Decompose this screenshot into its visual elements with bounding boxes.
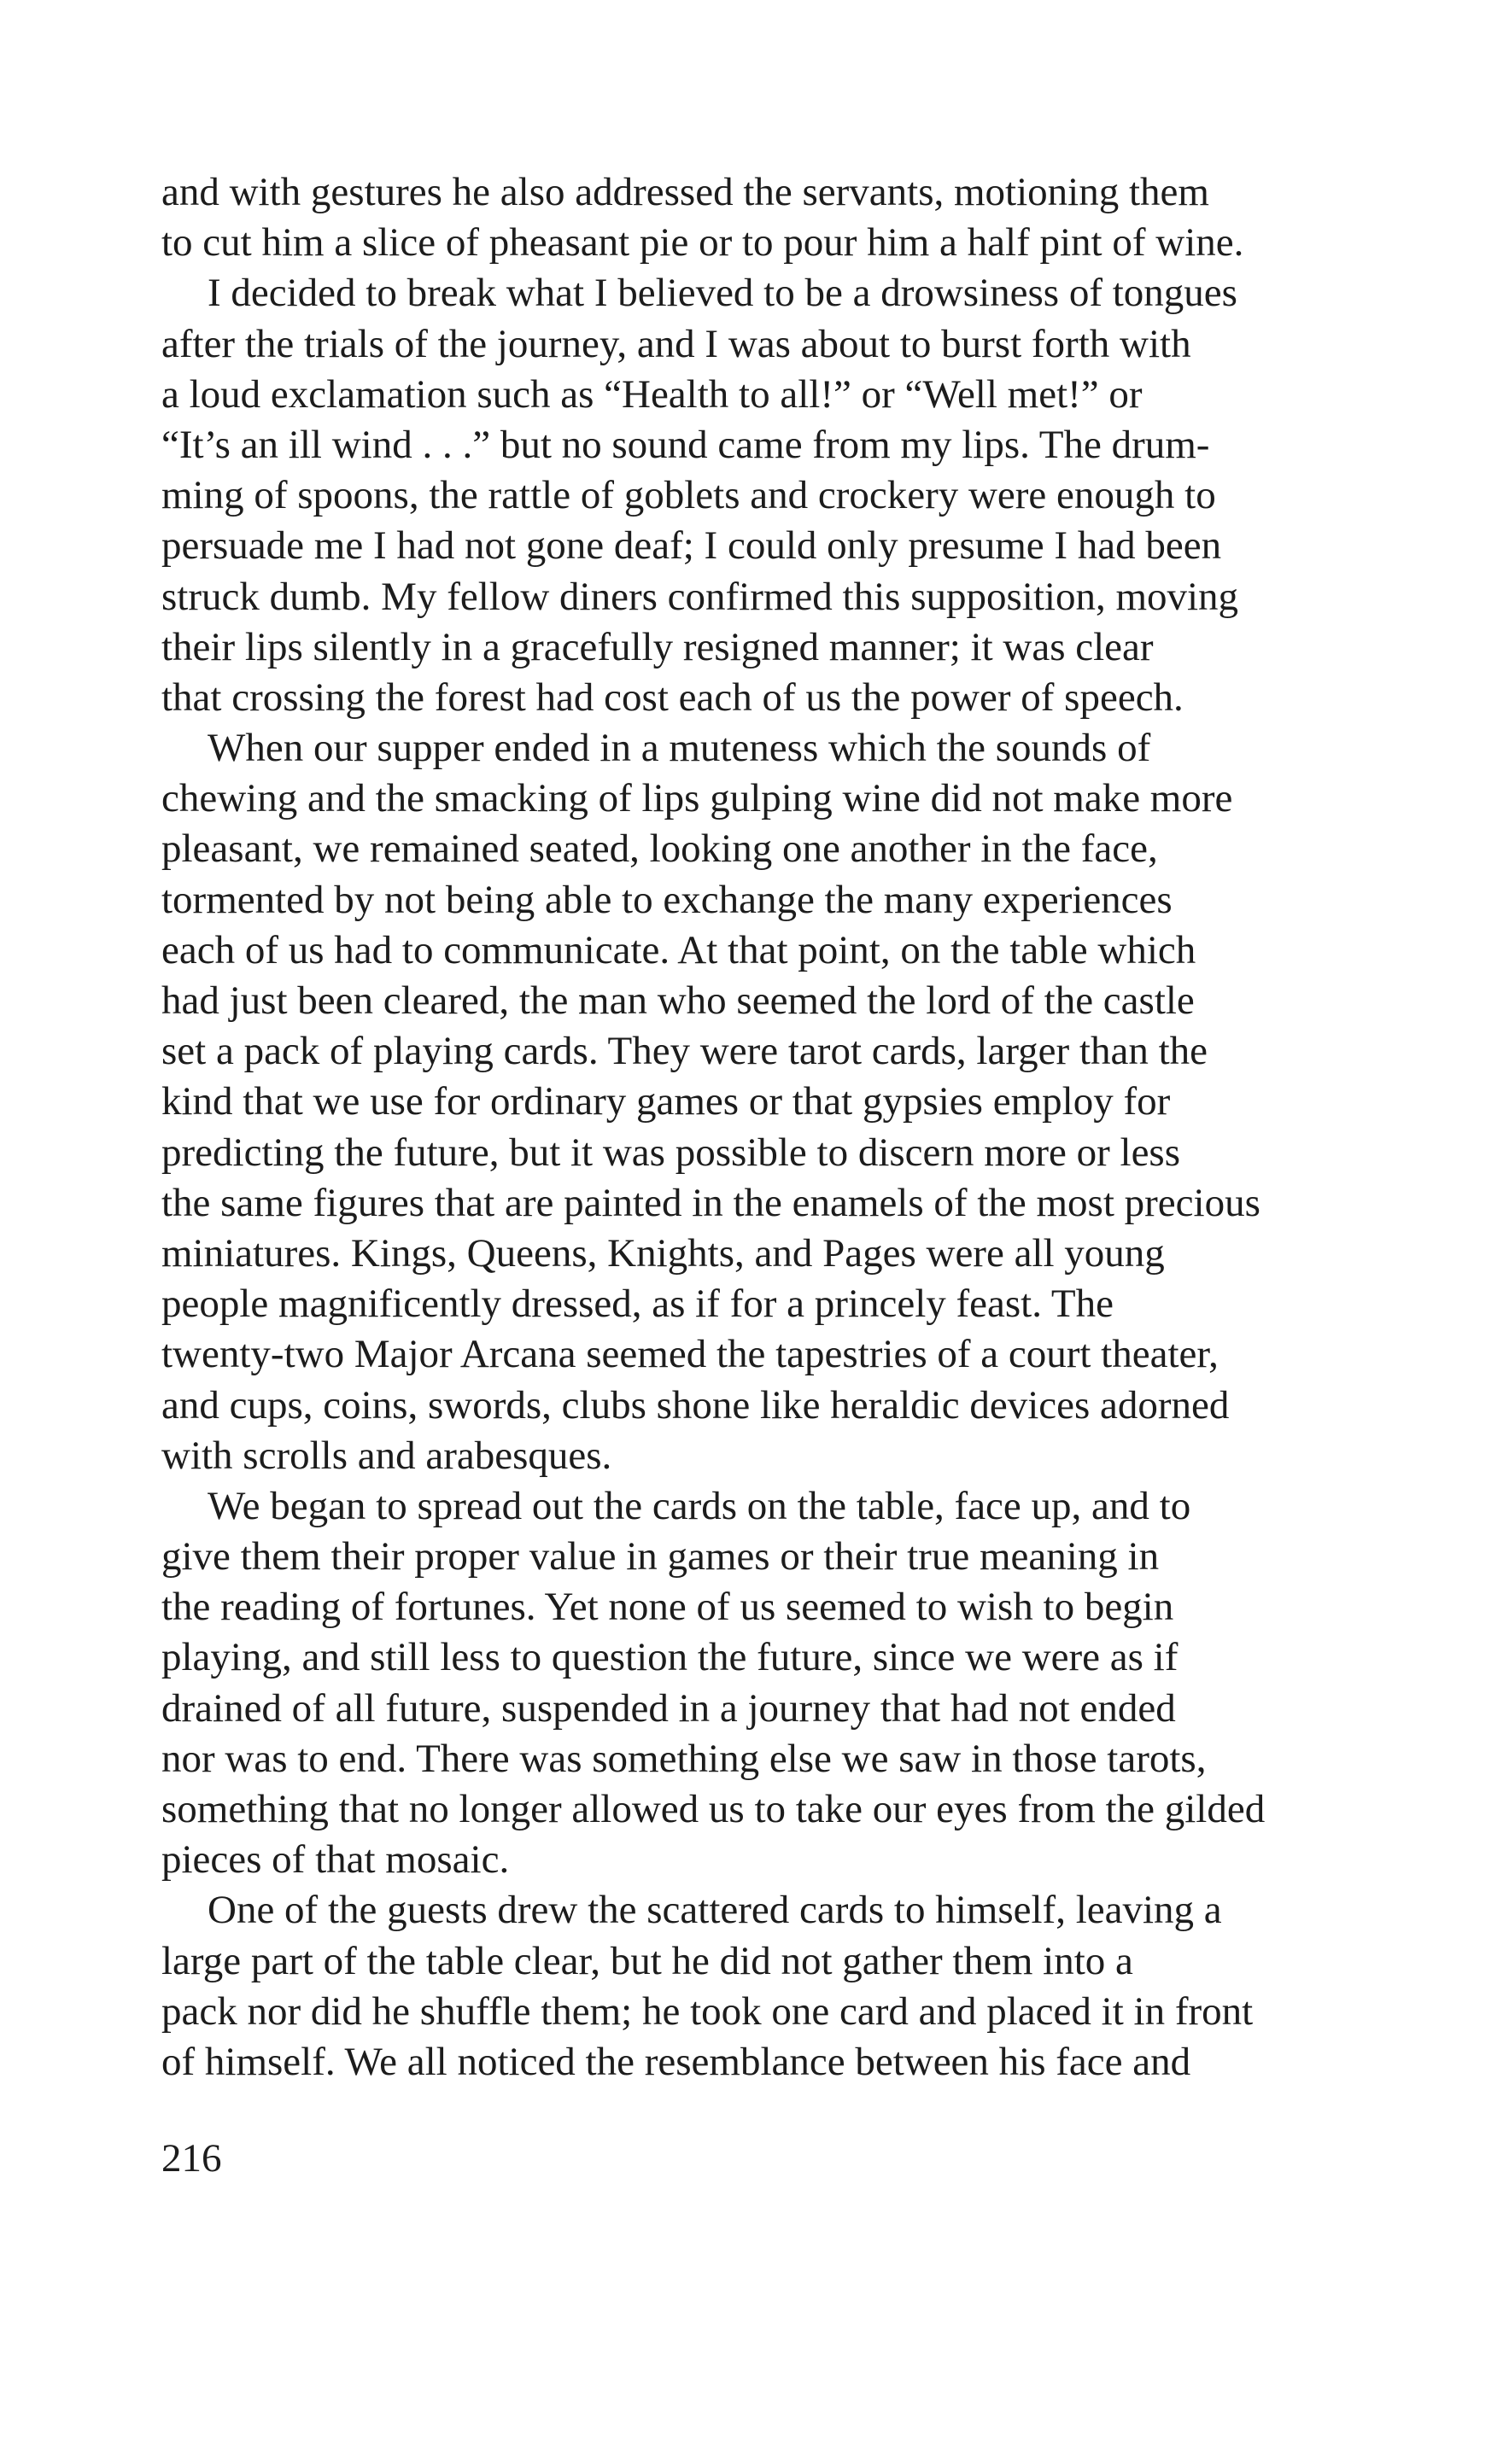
text-line: One of the guests drew the scattered cards to himself, leaving a [208,1888,1222,1933]
page-number: 216 [161,2136,222,2181]
text-line: their lips silently in a gracefully resigned manner; it was clear [161,624,1154,669]
text-line: each of us had to communicate. At that point, on the table which [161,927,1196,972]
text-line: a loud exclamation such as “Health to all!” or “Well met!” or [161,371,1143,417]
text-line: people magnificently dressed, as if for a princely feast. The [161,1282,1114,1327]
text-line: ming of spoons, the rattle of goblets and crockery were enough to [161,473,1216,518]
text-line: with scrolls and arabesques. [161,1433,612,1478]
text-line: pieces of that mosaic. [161,1837,510,1883]
text-line: persuade me I had not gone deaf; I could only presume I had been [161,523,1222,569]
text-line: When our supper ended in a muteness which the sounds of [208,726,1151,771]
text-line: drained of all future, suspended in a journey that had not ended [161,1685,1176,1731]
text-line: pack nor did he shuffle them; he took one card and placed it in front [161,1988,1254,2034]
text-line: and cups, coins, swords, clubs shone like heraldic devices adorned [161,1382,1230,1428]
text-line: set a pack of playing cards. They were tarot cards, larger than the [161,1029,1208,1074]
text-line: twenty-two Major Arcana seemed the tapestries of a court theater, [161,1332,1219,1377]
body-text [161,167,1357,2087]
text-line: large part of the table clear, but he did not gather them into a [161,1938,1133,1983]
text-line: the reading of fortunes. Yet none of us seemed to wish to begin [161,1585,1174,1630]
text-line: kind that we use for ordinary games or that gypsies employ for [161,1079,1171,1124]
text-line: “It’s an ill wind . . .” but no sound came from my lips. The drum- [161,422,1210,467]
text-line: and with gestures he also addressed the servants, motioning them [161,170,1209,214]
text-line: tormented by not being able to exchange the many experiences [161,877,1173,922]
text-line: struck dumb. My fellow diners confirmed this supposition, moving [161,574,1239,619]
text-line: pleasant, we remained seated, looking one another in the face, [161,826,1158,872]
text-line: playing, and still less to question the future, since we were as if [161,1635,1179,1680]
text-line: after the trials of the journey, and I was about to burst forth with [161,321,1191,366]
text-line: predicting the future, but it was possible to discern more or less [161,1130,1181,1175]
text-line: that crossing the forest had cost each of us the power of speech. [161,674,1184,720]
text-line: I decided to break what I believed to be a drowsiness of tongues [208,271,1237,316]
text-line: of himself. We all noticed the resemblance between his face and [161,2039,1191,2084]
text-line: had just been cleared, the man who seemed the lord of the castle [161,978,1195,1023]
text-line: miniatures. Kings, Queens, Knights, and Pages were all young [161,1230,1165,1276]
text-line: the same figures that are painted in the enamels of the most precious [161,1180,1260,1225]
text-line: We began to spread out the cards on the table, face up, and to [208,1483,1191,1528]
text-line: give them their proper value in games or their true meaning in [161,1534,1160,1579]
text-line: to cut him a slice of pheasant pie or to pour him a half pint of wine. [161,220,1244,266]
text-line: chewing and the smacking of lips gulping wine did not make more [161,776,1233,821]
text-line: nor was to end. There was something else we saw in those tarots, [161,1736,1207,1781]
text-line: something that no longer allowed us to take our eyes from the gilded [161,1787,1266,1831]
